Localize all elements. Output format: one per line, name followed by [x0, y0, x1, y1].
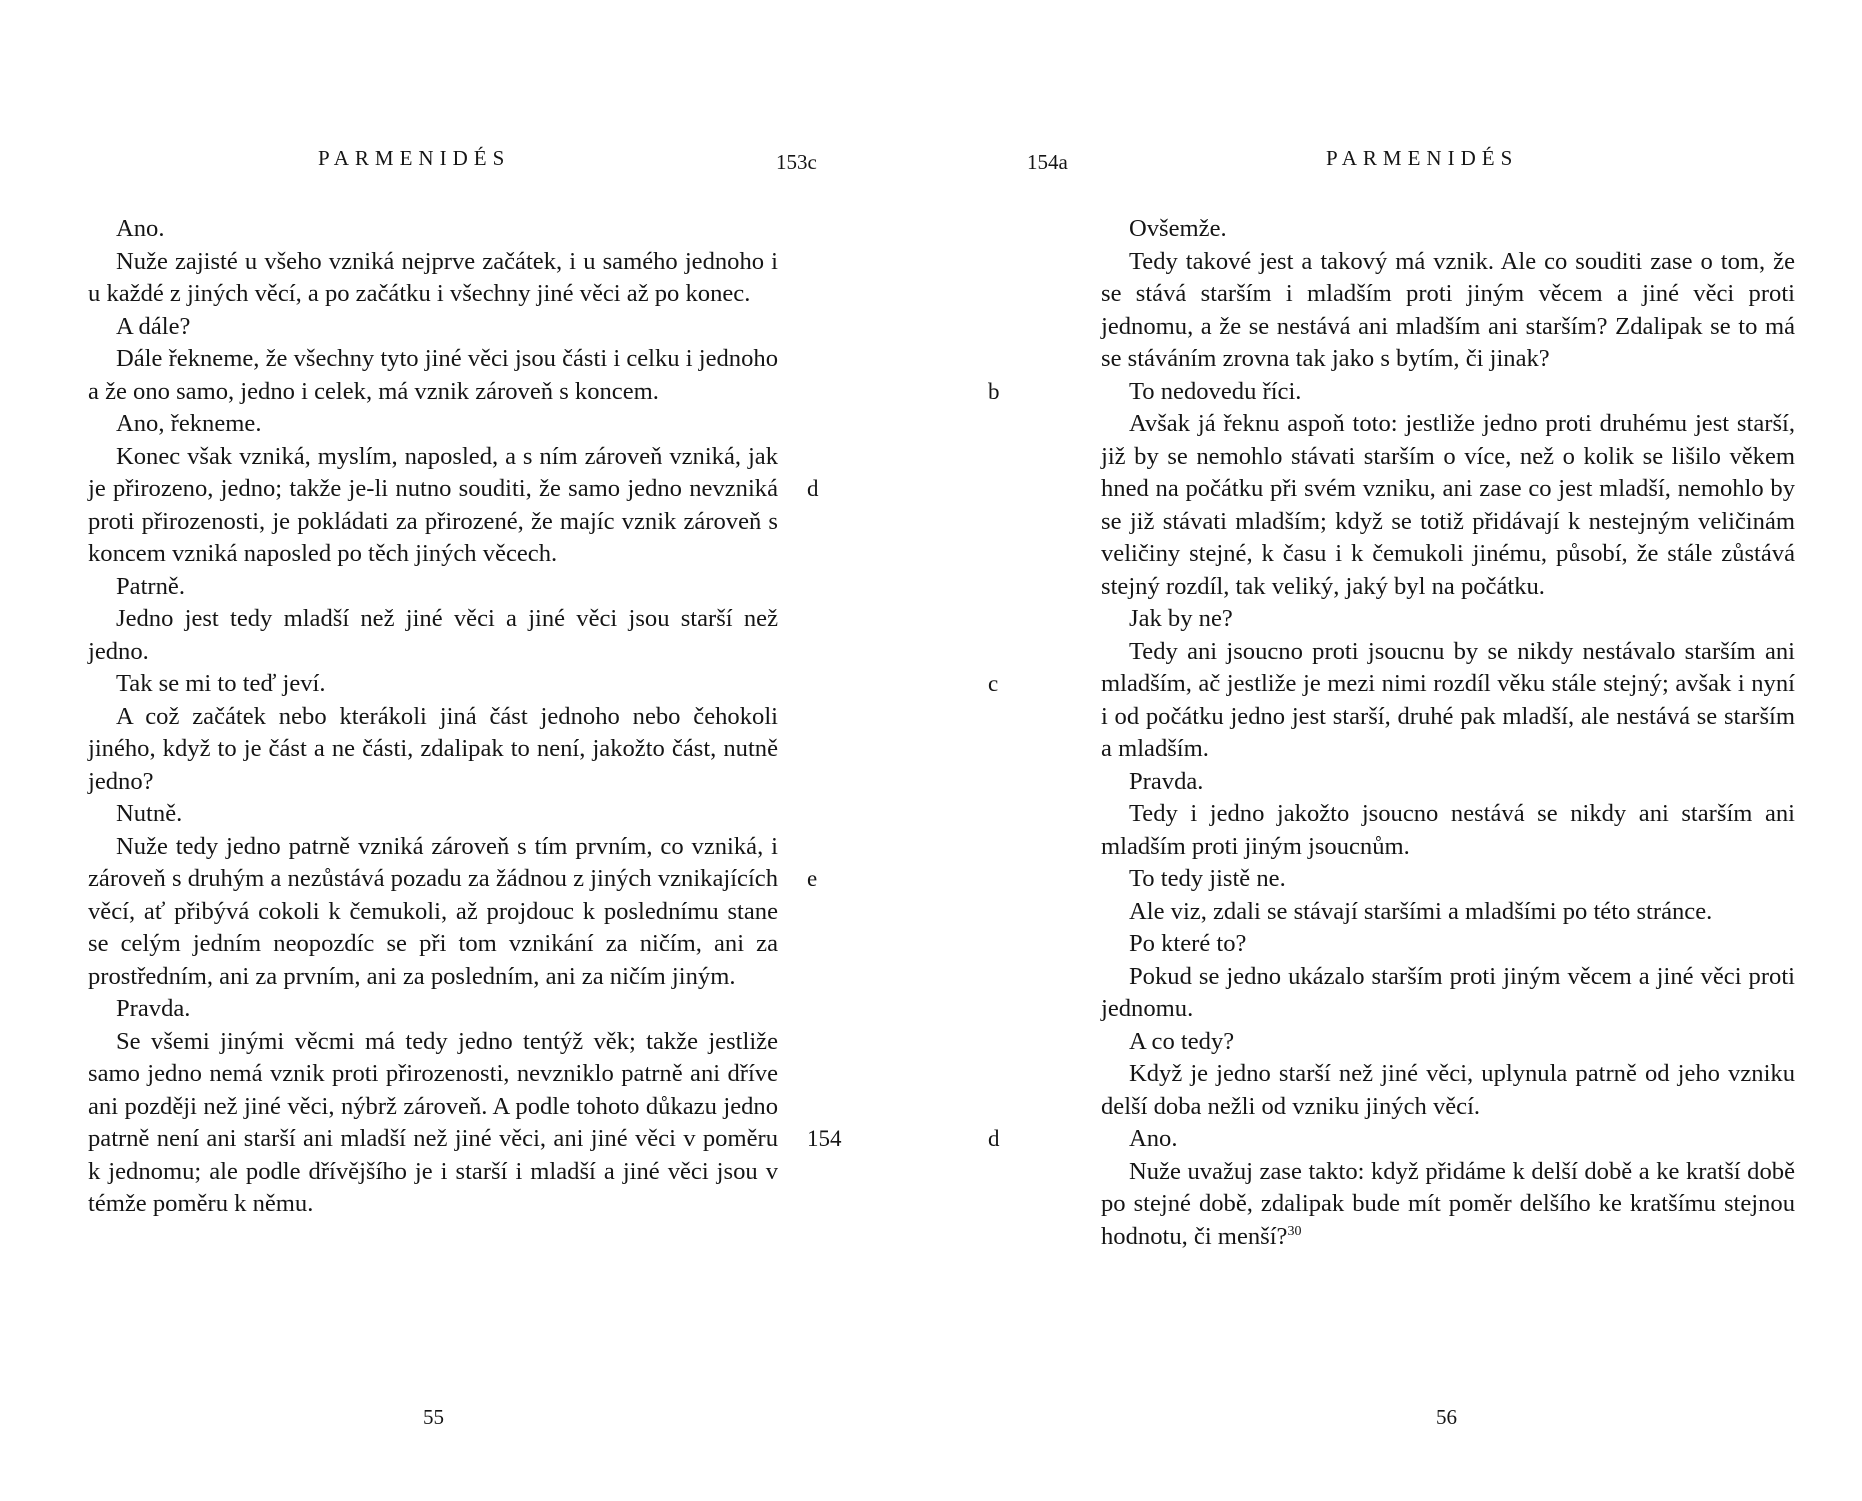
paragraph: Nuže tedy jedno patrně vzniká zároveň s tím prvním, co vzniká, i zároveň s druhým a nezůstává pozadu za žádnou z jiných vznikajících věcí, ať přibývá cokoli k čemukoli, až projdouc k poslednímu stane se celým jedním neopozdíc se při tom vznikání za ničím, ani za prostředním, ani za prvním, ani za posledním, ani za ničím jiným. [88, 832, 778, 990]
section-reference: 154a [1027, 150, 1068, 174]
running-head: PARMENIDÉS [1326, 146, 1519, 170]
paragraph: Jedno jest tedy mladší než jiné věci a jiné věci jsou starší než jedno. [88, 605, 778, 665]
paragraph: Ovšemže. [1129, 215, 1227, 242]
paragraph: To nedovedu říci. [1129, 377, 1302, 405]
footnote-marker[interactable]: 30 [1287, 1223, 1302, 1239]
paragraph: Pravda. [1129, 767, 1204, 795]
paragraph: Tak se mi to teď jeví. [116, 670, 326, 697]
section-reference: 153c [776, 150, 817, 174]
text-block [88, 213, 842, 1221]
paragraph: Ano, řekneme. [116, 410, 262, 437]
margin-reference: d [988, 1126, 1000, 1151]
paragraph-with-margin [988, 636, 1795, 766]
paragraph: Nutně. [116, 800, 183, 827]
margin-reference: b [988, 378, 1000, 404]
paragraph-with-margin [88, 441, 819, 571]
paragraph: Tedy i jedno jakožto jsoucno nestává se nikdy ani starším ani mladším proti jiným jsoucnům. [1101, 800, 1795, 860]
paragraph: Tedy ani jsoucno proti jsoucnu by se nikdy nestávalo starším ani mladším, ač jestliže je mezi nimi rozdíl věku stále stejný; avšak i nyní i od počátku jedno jest starší, druhé pak mladší, ale nestává se starším a mladším. [1101, 637, 1795, 762]
paragraph: Nuže zajisté u všeho vzniká nejprve začátek, i u samého jednoho i u každé z jiných věcí, a po začátku i všechny jiné věci až po konec. [88, 247, 778, 307]
paragraph-with-footnote [1101, 1156, 1795, 1254]
text-block [988, 213, 1795, 1253]
paragraph: Když je jedno starší než jiné věci, uplynula patrně od jeho vzniku delší doba nežli od vzniku jiných věcí. [1101, 1060, 1795, 1120]
paragraph: Tedy takové jest a takový má vznik. Ale co souditi zase o tom, že se stává starším i mladším proti jiným věcem a jiné věci proti jednomu, a že se nestává ani mladším ani starším? Zdalipak se to má se stáváním zrovna tak jako s bytím, či jinak? [1101, 247, 1795, 372]
paragraph: Dále řekneme, že všechny tyto jiné věci jsou části i celku i jednoho a že ono samo, jedno i celek, má vznik zároveň s koncem. [88, 345, 778, 405]
paragraph-text: Nuže uvažuj zase takto: když přidáme k delší době a ke kratší době po stejné době, zdalipak bude mít poměr delšího ke kratšímu stejnou hodnotu, či menší? [1101, 1157, 1795, 1250]
page-number: 55 [423, 1405, 444, 1429]
margin-reference: e [807, 865, 818, 891]
paragraph: Ano. [1129, 1125, 1178, 1152]
paragraph: A dále? [116, 312, 191, 340]
paragraph: Patrně. [116, 572, 185, 600]
paragraph: A což začátek nebo kterákoli jiná část jednoho nebo čehokoli jiného, když to je část a ne části, zdalipak to není, jakožto část, nutně jedno? [88, 702, 778, 795]
paragraph: Po které to? [1129, 930, 1247, 957]
paragraph: Avšak já řeknu aspoň toto: jestliže jedno proti druhému jest starší, již by se nemohlo stávati starším o více, než o kolik se lišilo věkem hned na počátku při svém vzniku, ani zase co jest mladší, nemohlo by se již stávati mladším; když se totiž přidávají k nestejným veličinám veličiny stejné, k času i k čemukoli jinému, působí, že stále zůstává stejný rozdíl, tak veliký, jaký byl na počátku. [1101, 410, 1795, 600]
running-head: PARMENIDÉS [318, 146, 511, 170]
paragraph: Ale viz, zdali se stávají staršími a mladšími po této stránce. [1129, 897, 1713, 925]
right-page [931, 0, 1862, 1501]
paragraph: Pravda. [116, 995, 191, 1022]
paragraph: Se všemi jinými věcmi má tedy jedno tentýž věk; takže jestliže samo jedno nemá vznik proti přirozenosti, nevzniklo patrně ani dříve ani později než jiné věci, nýbrž zároveň. A podle tohoto důkazu jedno patrně není ani starší ani mladší než jiné věci, ani jiné věci v poměru k jednomu; ale podle dřívějšího je i starší i mladší a jiné věci jsou v témže poměru k němu. [88, 1027, 778, 1217]
paragraph: To tedy jistě ne. [1129, 865, 1286, 892]
paragraph: Ano. [116, 215, 165, 242]
paragraph: Jak by ne? [1129, 605, 1233, 632]
margin-reference: 154 [807, 1125, 842, 1151]
margin-reference: c [988, 670, 999, 696]
paragraph: A co tedy? [1129, 1027, 1235, 1055]
paragraph-with-margin [88, 1026, 842, 1221]
paragraph: Konec však vzniká, myslím, naposled, a s ním zároveň vzniká, jak je přirozeno, jedno; takže je-li nutno souditi, že samo jedno nevzniká proti přirozenosti, je pokládati za přirozené, že majíc vznik zároveň s koncem vzniká naposled po těch jiných věcech. [88, 442, 778, 567]
page-number: 56 [1436, 1405, 1457, 1429]
paragraph-with-margin [88, 831, 818, 994]
paragraph-with-margin [988, 376, 1795, 409]
margin-reference: d [807, 475, 819, 501]
paragraph: Pokud se jedno ukázalo starším proti jiným věcem a jiné věci proti jednomu. [1101, 962, 1795, 1022]
paragraph-with-margin [988, 1123, 1795, 1156]
